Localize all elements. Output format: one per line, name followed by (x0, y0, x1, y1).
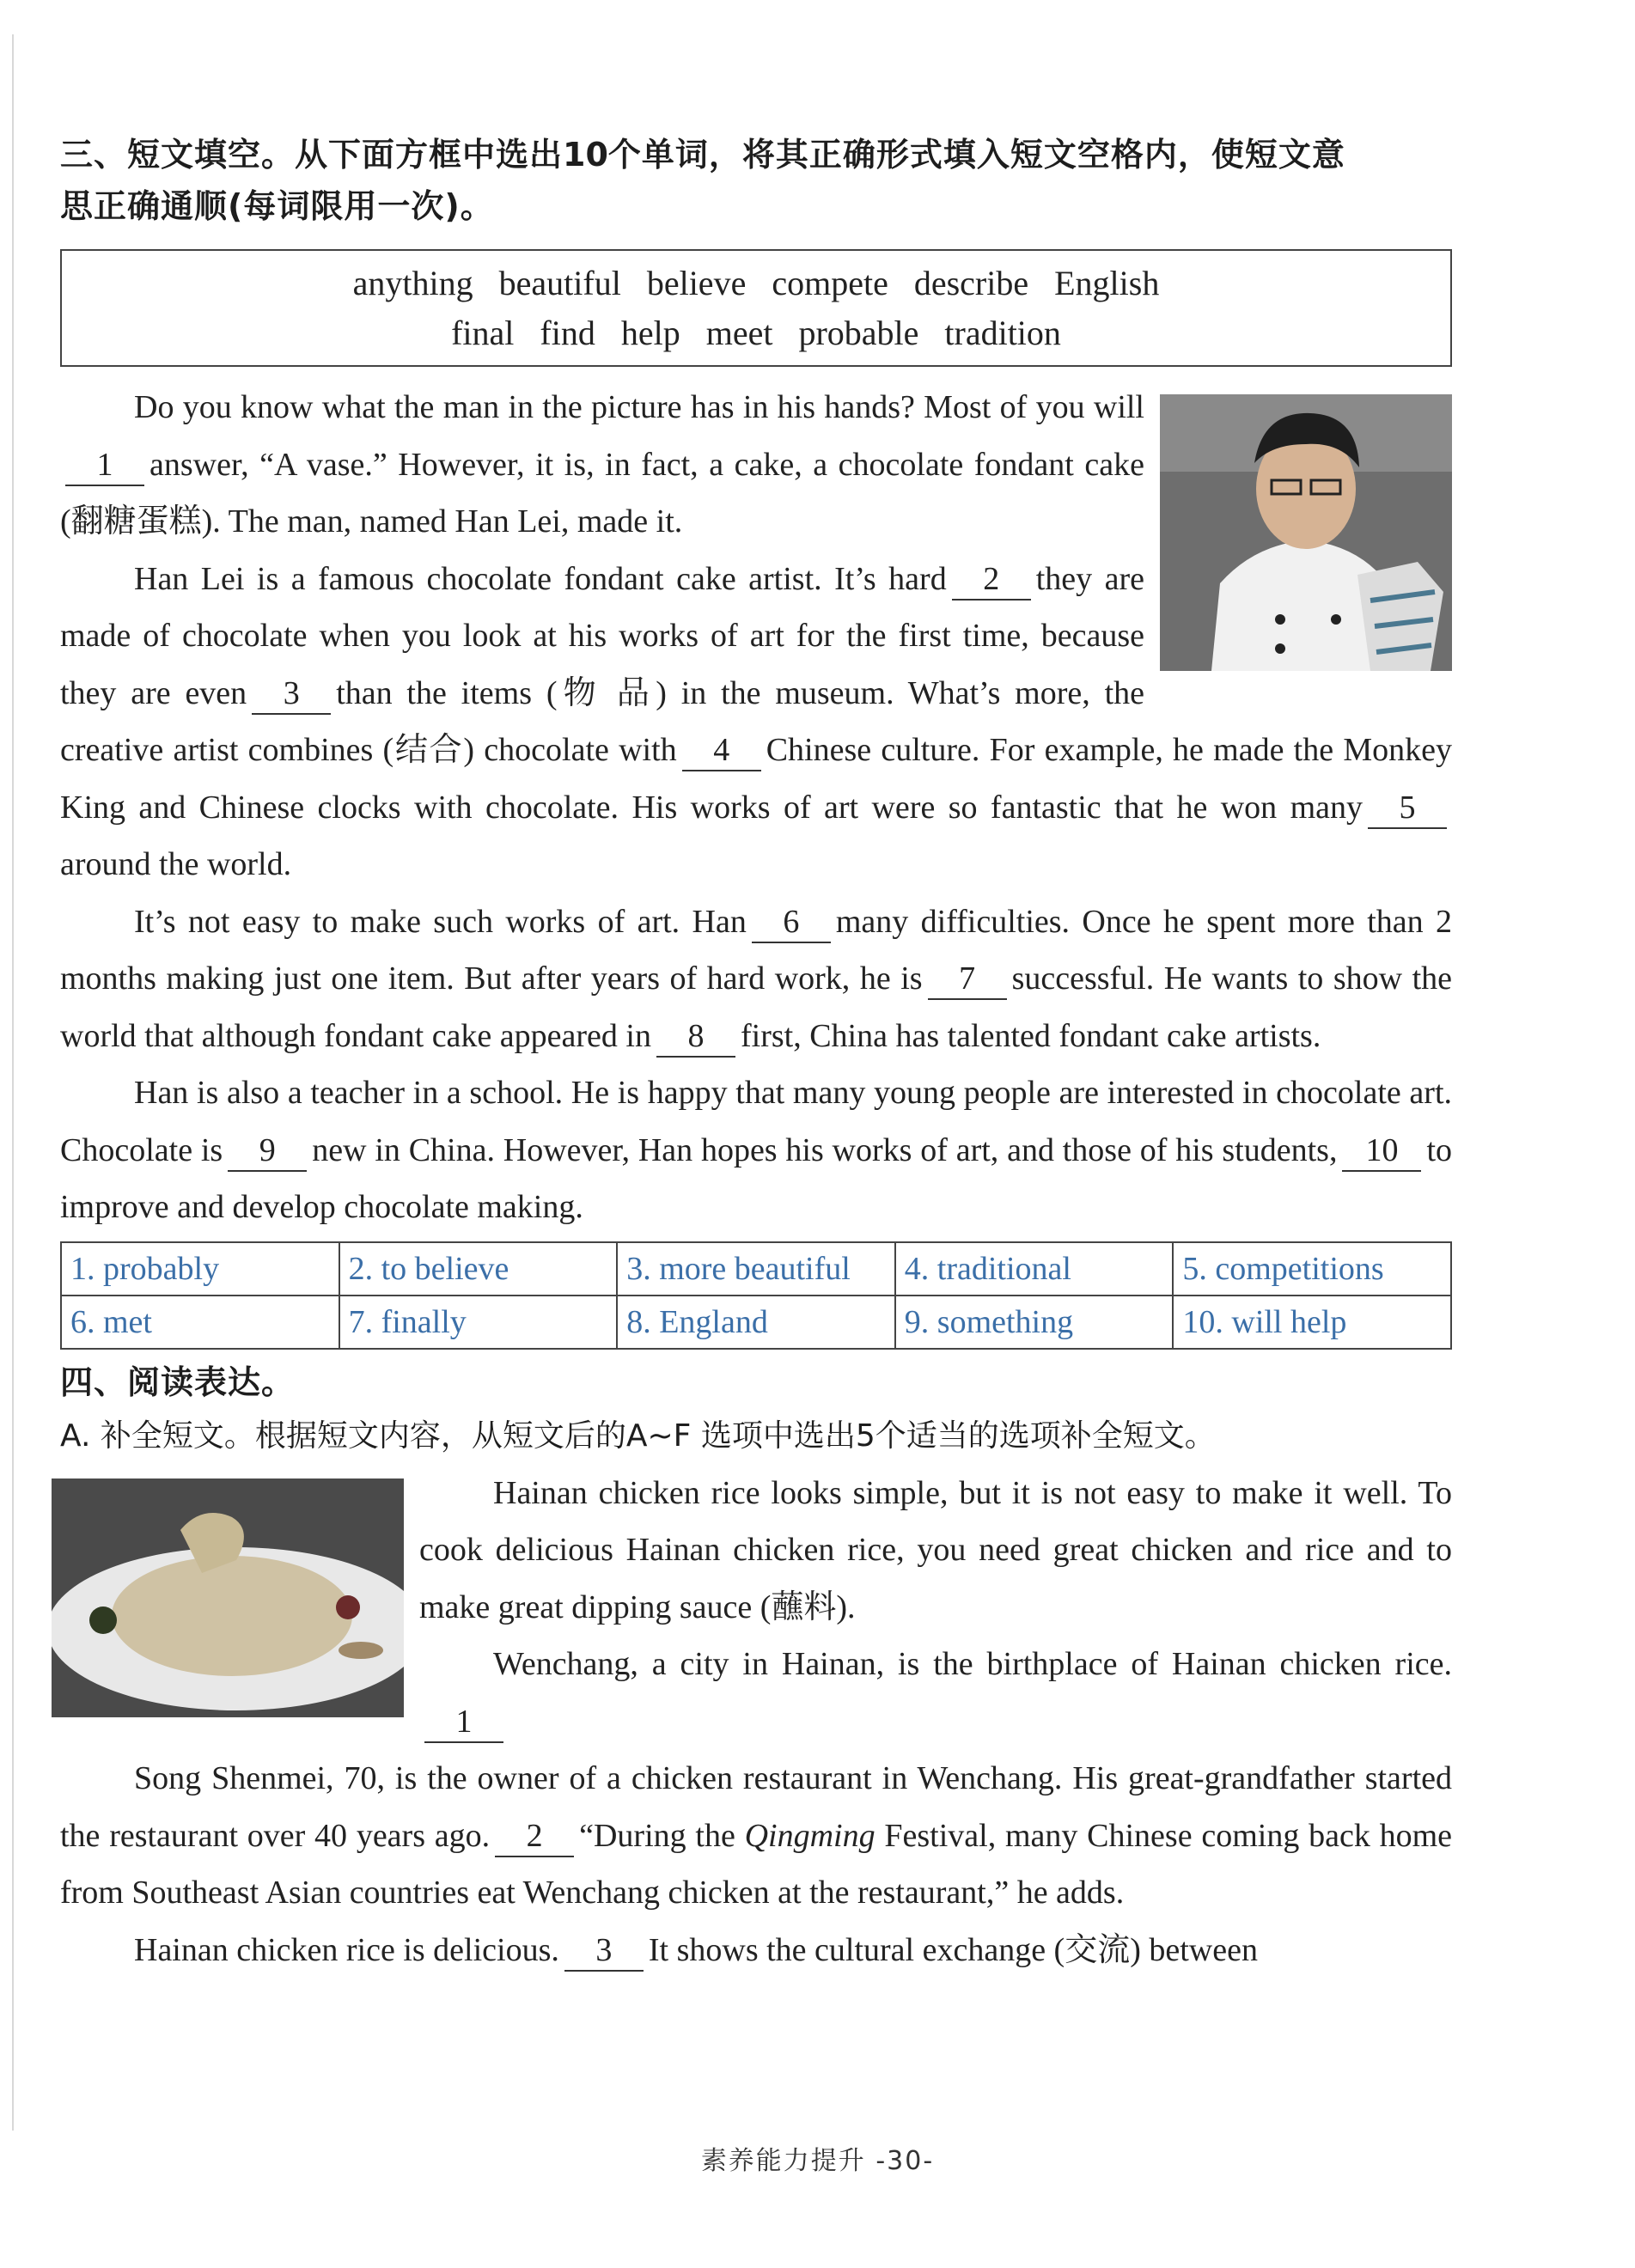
word: tradition (944, 313, 1061, 352)
word: meet (705, 313, 773, 352)
chef-photo (1160, 394, 1452, 671)
blank-8[interactable]: 8 (656, 1016, 735, 1058)
blank-4[interactable]: 4 (682, 730, 761, 771)
garnish (336, 1595, 360, 1619)
answer-row (61, 1242, 1451, 1296)
blank-9[interactable]: 9 (228, 1131, 307, 1172)
blank-7[interactable]: 7 (928, 959, 1007, 1000)
blank-1[interactable]: 1 (65, 445, 144, 486)
answer-cell: 10. will help (1173, 1296, 1451, 1349)
answer-cell: 4. traditional (895, 1242, 1174, 1296)
passage-paragraph-2: Han Lei is a famous chocolate fondant cake artist. It’s hard 2 they are made of chocolate when you look at his works of art for the first time, because they are even 3 than the items (物 品) in the museum. What’s more, the creative artist combines (结合) chocolate with 4 Chinese culture. For example, he made the Monkey King and Chinese clocks with chocolate. His works of art were so fantastic that he won many 5around the world. (60, 560, 1452, 882)
word: believe (646, 263, 747, 302)
page-margin-rule (12, 34, 14, 2131)
answer-cell: 6. met (61, 1296, 339, 1349)
coat-button (1331, 614, 1341, 625)
word: anything (352, 263, 473, 302)
word: beautiful (498, 263, 621, 302)
passage-paragraph-3: It’s not easy to make such works of art. Han 6 many difficulties. Once he spent more than 2 months making just one item. But after years of hard work, he is 7 successful. He wants to show the world that although fondant cake appeared in 8 first, China has talented fondant cake artists. (60, 893, 1452, 1065)
word-row-2 (451, 308, 1061, 358)
blank-10[interactable]: 10 (1342, 1131, 1421, 1172)
word: probable (798, 313, 919, 352)
word: find (540, 313, 595, 352)
word-row-1 (353, 259, 1160, 308)
passage-paragraph-4: Han is also a teacher in a school. He is happy that many young people are interested in chocolate art. Chocolate is 9 new in China. However, Han hopes his works of art, and those of his students, 10 to improve and develop chocolate making. (60, 1075, 1453, 1225)
blank-1[interactable]: 1 (424, 1702, 503, 1743)
reading-paragraph-4: Hainan chicken rice is delicious. 3 It shows the cultural exchange (交流) between (60, 1922, 1452, 1979)
chicken-photo (52, 1478, 404, 1717)
blank-6[interactable]: 6 (752, 902, 831, 943)
sliced-garnish (339, 1642, 383, 1659)
blank-3[interactable]: 3 (252, 674, 331, 715)
word: compete (772, 263, 888, 302)
coat-button (1275, 643, 1285, 654)
answer-cell: 1. probably (61, 1242, 339, 1296)
vase-cake (1357, 562, 1443, 671)
page-footer: 素养能力提升 -30- (700, 2146, 935, 2176)
blank-5[interactable]: 5 (1368, 788, 1447, 829)
reading-paragraph-1: Hainan chicken rice looks simple, but it is not easy to make it well. To cook delicious Hainan chicken rice, you need great chicken and rice and to make great dipping sauce (蘸料). (419, 1474, 1452, 1625)
coat-button (1275, 614, 1285, 625)
answer-row (61, 1296, 1451, 1349)
chicken (112, 1556, 352, 1676)
blank-2[interactable]: 2 (495, 1816, 574, 1857)
answer-table (60, 1241, 1452, 1350)
garnish (89, 1606, 117, 1634)
word: English (1054, 263, 1160, 302)
section4-title: 四、阅读表达。 (60, 1363, 296, 1401)
answer-cell: 7. finally (339, 1296, 618, 1349)
section3-title: 三、短文填空。从下面方框中选出10个单词，将其正确形式填入短文空格内，使短文意 思正确通顺(每词限用一次)。 (60, 136, 1345, 225)
blank-3[interactable]: 3 (564, 1930, 644, 1972)
blank-2[interactable]: 2 (952, 559, 1031, 601)
word: describe (913, 263, 1029, 302)
word: help (620, 313, 680, 352)
answer-cell: 2. to believe (339, 1242, 618, 1296)
word-box (60, 249, 1452, 367)
passage-paragraph-1: Do you know what the man in the picture has in his hands? Most of you will1 answer, “A vase.” However, it is, in fact, a cake, a chocolate fondant cake (翻糖蛋糕). The man, named Han Lei, made it. (60, 389, 1144, 540)
section4 (60, 1357, 1452, 1979)
word: final (451, 313, 515, 352)
reading-paragraph-2: Wenchang, a city in Hainan, is the birthplace of Hainan chicken rice.1 (60, 1636, 1452, 1750)
reading-paragraph-3: Song Shenmei, 70, is the owner of a chicken restaurant in Wenchang. His great-grandfather started the restaurant over 40 years ago. 2 “During the Qingming Festival, many Chinese coming back home from Southeast Asian countries eat Wenchang chicken at the restaurant,” he adds. (60, 1760, 1453, 1911)
section4-subheading: A. 补全短文。根据短文内容，从短文后的A~F 选项中选出5个适当的选项补全短文。 (60, 1418, 1216, 1454)
page-content (60, 129, 1452, 1978)
answer-cell: 8. England (617, 1296, 895, 1349)
answer-cell: 5. competitions (1173, 1242, 1451, 1296)
answer-cell: 3. more beautiful (617, 1242, 895, 1296)
answer-cell: 9. something (895, 1296, 1174, 1349)
